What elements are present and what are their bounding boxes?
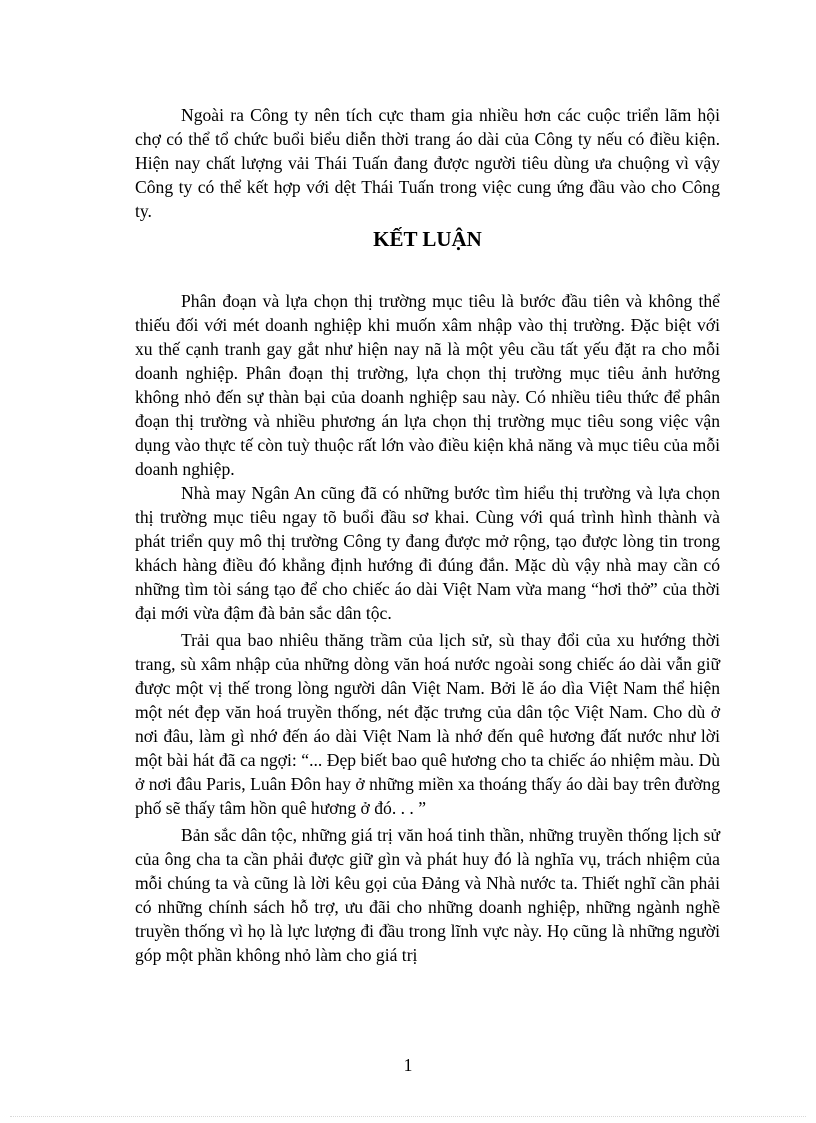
paragraph-2: Nhà may Ngân An cũng đã có những bước tìm hiểu thị trường và lựa chọn thị trường mục tiêu ngay tõ buổi đầu sơ khai. Cùng với quá trình hình thành và phát triển quy mô thị trường Công ty đang được mở rộng, tạo được lòng tin trong khách hàng điều đó khẳng định hướng đi đúng đắn. Mặc dù vậy nhà may cần có những tìm tòi sáng tạo để cho chiếc áo dài Việt Nam vừa mang “hơi thở” của thời đại mới vừa đậm đà bản sắc dân tộc. bbox=[135, 483, 720, 623]
section-heading: KẾT LUẬN bbox=[373, 227, 482, 251]
document-body bbox=[135, 103, 720, 967]
page-number: 1 bbox=[403, 1055, 413, 1075]
paragraph-1: Phân đoạn và lựa chọn thị trường mục tiêu là bước đầu tiên và không thể thiếu đối với mét doanh nghiệp khi muốn xâm nhập vào thị trường. Đặc biệt với xu thế cạnh tranh gay gắt như hiện nay nã là một yêu cầu tất yếu đặt ra cho mỗi doanh nghiệp. Phân đoạn thị trường, lựa chọn thị trường mục tiêu ảnh hưởng không nhỏ đến sự thàn bại của doanh nghiệp sau này. Có nhiều tiêu thức để phân đoạn thị trường và nhiều phương án lựa chọn thị trường mục tiêu song việc vận dụng vào thực tế còn tuỳ thuộc rất lớn vào điều kiện khả năng và mục tiêu của mỗi doanh nghiệp. bbox=[135, 291, 720, 479]
paragraph-4: Bản sắc dân tộc, những giá trị văn hoá tinh thần, những truyền thống lịch sử của ông cha ta cần phải được giữ gìn và phát huy đó là nghĩa vụ, trách nhiệm của mỗi chúng ta và cũng là lời kêu gọi của Đảng và Nhà nước ta. Thiết nghĩ cần phải có những chính sách hỗ trợ, ưu đãi cho những doanh nghiệp, những ngành nghề truyền thống vì họ là lực lượng đi đầu trong lĩnh vực này. Họ cũng là những người góp một phần không nhỏ làm cho giá trị bbox=[135, 825, 720, 965]
paragraph-3: Trải qua bao nhiêu thăng trầm của lịch sử, sù thay đổi của xu hướng thời trang, sù xâm nhập của những dòng văn hoá nước ngoài song chiếc áo dài vẫn giữ được một vị thế trong lòng người dân Việt Nam. Bởi lẽ áo dìa Việt Nam thể hiện một nét đẹp văn hoá truyền thống, nét đặc trưng của dân tộc Việt Nam. Cho dù ở nơi đâu, làm gì nhớ đến áo dài Việt Nam là nhớ đến quê hương đất nước như lời một bài hát đã ca ngợi: “... Đẹp biết bao quê hương cho ta chiếc áo nhiệm màu. Dù ở nơi đâu Paris, Luân Đôn hay ở những miền xa thoáng thấy áo dài bay trên đường phố sẽ thấy tâm hồn quê hương ở đó. . . ” bbox=[135, 630, 720, 818]
page-bottom-rule bbox=[10, 1116, 806, 1117]
intro-paragraph: Ngoài ra Công ty nên tích cực tham gia nhiều hơn các cuộc triển lãm hội chợ có thể tổ chức buổi biểu diễn thời trang áo dài của Công ty nếu có điều kiện. Hiện nay chất lượng vải Thái Tuấn đang được người tiêu dùng ưa chuộng vì vậy Công ty có thể kết hợp với dệt Thái Tuấn trong việc cung ứng đầu vào cho Công ty. bbox=[135, 105, 720, 221]
heading-spacer bbox=[135, 253, 720, 289]
